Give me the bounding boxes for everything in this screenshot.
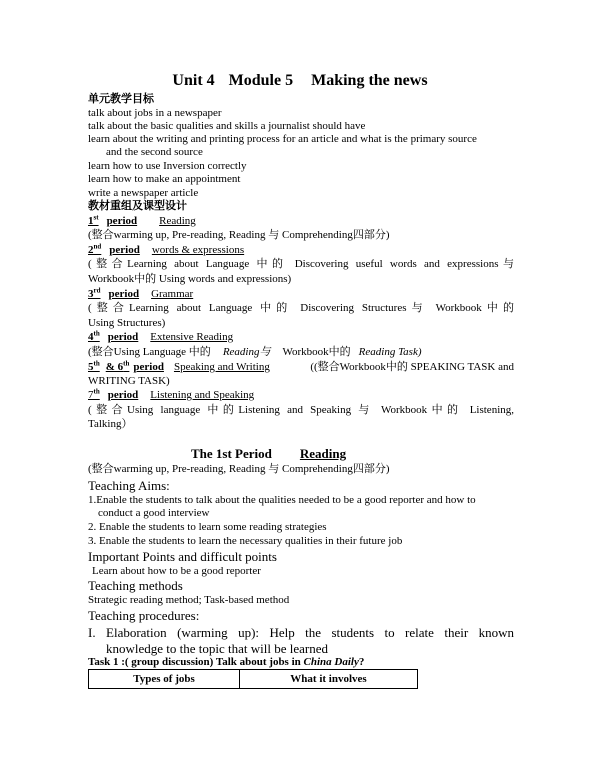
period-3-heading: 3rd period Grammar (88, 286, 194, 300)
period-4-desc: (整合Using Language 中的 Reading与 Workbook中的 Reading Task) (88, 346, 422, 358)
period-4-heading: 4th period Extensive Reading (88, 329, 234, 343)
important-points-text: Learn about how to be a good reporter (92, 565, 261, 577)
aim-item: 2. Enable the students to learn some reading strategies (88, 521, 327, 533)
aim-item: 3. Enable the students to learn the necessary qualities in their future job (88, 535, 403, 547)
aim-item: conduct a good interview (98, 507, 210, 519)
first-period-title: The 1st Period Reading (191, 446, 347, 461)
design-heading: 教材重组及课型设计 (88, 200, 187, 212)
table-header-cell: What it involves (240, 670, 418, 689)
period-2-desc-line2: Workbook中的 Using words and expressions) (88, 273, 292, 285)
jobs-table (88, 669, 418, 689)
table-header-row (89, 670, 418, 689)
period-1-heading: 1st period Reading (88, 213, 196, 227)
period-7-desc-line2: Talking） (88, 418, 133, 430)
objective-item: learn how to use Inversion correctly (88, 160, 247, 172)
period-2-heading: 2nd period words & expressions (88, 242, 245, 256)
teaching-aims-heading: Teaching Aims: (88, 478, 170, 493)
objective-item: learn how to make an appointment (88, 173, 241, 185)
step-1-line2: knowledge to the topic that will be learned (106, 641, 329, 656)
period-5-6-heading: 5th & 6th period Speaking and Writing ((整合Workbook中的 SPEAKING TASK and (88, 359, 514, 373)
objective-item: talk about jobs in a newspaper (88, 107, 222, 119)
teaching-methods-text: Strategic reading method; Task-based method (88, 594, 290, 606)
period-5-6-desc-line2: WRITING TASK) (88, 375, 170, 387)
period-2-desc-line1: (整合Learning about Language 中的 Discovering useful words and expressions与 (88, 258, 514, 270)
teaching-methods-heading: Teaching methods (88, 578, 183, 593)
objective-item: learn about the writing and printing process for an article and what is the primary source (88, 133, 477, 145)
first-period-subtitle: (整合warming up, Pre-reading, Reading 与 Comprehending四部分) (88, 463, 390, 475)
period-1-desc: (整合warming up, Pre-reading, Reading 与 Comprehending四部分) (88, 229, 390, 241)
teaching-procedures-heading: Teaching procedures: (88, 608, 200, 623)
period-3-desc-line1: (整合Learning about Language 中的 Discovering Structures与 Workbook中的 (88, 302, 514, 314)
period-7-desc-line1: (整合Using language 中的Listening and Speaking 与 Workbook中的 Listening, (88, 404, 514, 416)
unit-title: Unit 4 Module 5 Making the news (172, 72, 428, 89)
table-header-cell: Types of jobs (89, 670, 240, 689)
important-points-heading: Important Points and difficult points (88, 549, 277, 564)
objective-item: talk about the basic qualities and skills a journalist should have (88, 120, 366, 132)
step-1-line1: I. Elaboration (warming up): Help the students to relate their known (88, 625, 514, 640)
task-1-heading: Task 1 :( group discussion) Talk about jobs in China Daily? (88, 656, 365, 668)
objective-item: and the second source (106, 146, 203, 158)
objectives-heading: 单元教学目标 (88, 93, 154, 105)
period-7-heading: 7th period Listening and Speaking (88, 387, 255, 401)
objective-item: write a newspaper article (88, 187, 199, 199)
aim-item: 1.Enable the students to talk about the qualities needed to be a good reporter and how to (88, 494, 476, 506)
period-3-desc-line2: Using Structures) (88, 317, 166, 329)
